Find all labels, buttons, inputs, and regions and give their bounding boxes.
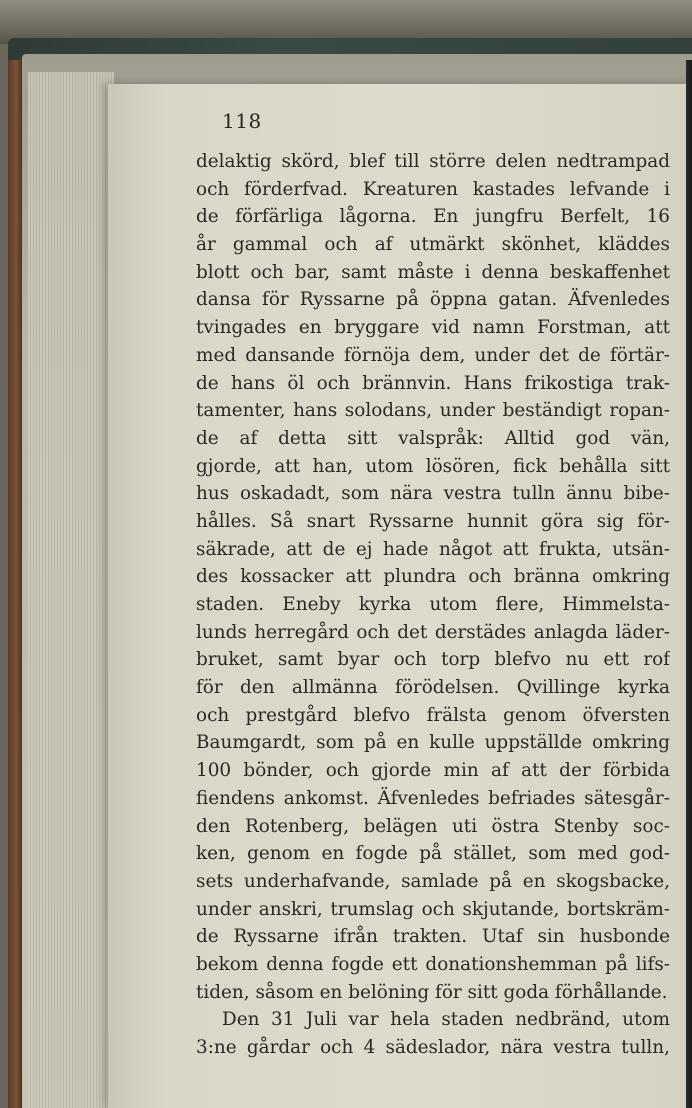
text-line: för den allmänna förödelsen. Qvillinge kyrka	[196, 677, 670, 699]
text-line: säkrade, att de ej hade något att frukta, utsän-	[196, 538, 670, 560]
text-line: Den 31 Juli var hela staden nedbränd, utom	[222, 1009, 670, 1031]
text-line: tamenter, hans solodans, under beständigt ropan-	[196, 400, 670, 422]
text-line: staden. Eneby kyrka utom flere, Himmelsta-	[196, 594, 670, 615]
text-line: och förderfvad. Kreaturen kastades lefvande i	[196, 178, 670, 200]
text-line: Baumgardt, som på en kulle uppställde omkring	[196, 732, 670, 754]
text-line: 3:ne gårdar och 4 sädeslador, nära vestra tulln,	[196, 1037, 670, 1058]
page-number: 118	[222, 109, 262, 133]
text-line: hus oskadadt, som nära vestra tulln ännu bibe-	[196, 483, 670, 505]
text-line: de Ryssarne ifrån trakten. Utaf sin husbonde	[196, 926, 670, 948]
text-line: hålles. Så snart Ryssarne hunnit göra sig för-	[196, 510, 670, 532]
text-line: de förfärliga lågorna. En jungfru Berfelt, 16	[196, 206, 670, 228]
text-line: bruket, samt byar och torp blefvo nu ett rof	[196, 649, 670, 671]
text-line: des kossacker att plundra och bränna omkring	[196, 566, 670, 588]
text-line: de hans öl och brännvin. Hans frikostiga trak-	[196, 372, 670, 394]
text-line: fiendens ankomst. Äfvenledes befriades sätesgår-	[196, 787, 670, 809]
book-spine-edge	[8, 60, 22, 1108]
page-text	[196, 148, 670, 1062]
text-line: ken, genom en fogde på stället, som med god-	[196, 843, 670, 865]
text-line: tiden, såsom en belöning för sitt goda förhållande.	[196, 981, 668, 1003]
text-line: under anskri, trumslag och skjutande, bortskräm-	[196, 898, 670, 920]
text-line: lunds herregård och det derstädes anlagda läder-	[196, 621, 670, 643]
text-line: gjorde, att han, utom lösören, fick behålla sitt	[196, 455, 670, 477]
text-line: bekom denna fogde ett donationshemman på lifs-	[196, 953, 670, 975]
book-cover-rim	[686, 60, 692, 1108]
text-line: och prestgård blefvo frälsta genom öfversten	[196, 704, 670, 726]
text-line: år gammal och af utmärkt skönhet, kläddes	[196, 234, 670, 256]
text-line: tvingades en bryggare vid namn Forstman, att	[196, 317, 670, 339]
text-line: sets underhafvande, samlade på en skogsbacke,	[196, 870, 670, 892]
text-line: de af detta sitt valspråk: Alltid god vän,	[196, 427, 670, 449]
text-line: dansa för Ryssarne på öppna gatan. Äfvenledes	[196, 289, 670, 311]
text-line: blott och bar, samt måste i denna beskaffenhet	[196, 261, 670, 283]
page-edges	[28, 72, 114, 1108]
text-line: den Rotenberg, belägen uti östra Stenby soc-	[196, 815, 670, 837]
text-line: med dansande förnöja dem, under det de förtär-	[196, 344, 670, 366]
text-line: delaktig skörd, blef till större delen nedtrampad	[196, 151, 670, 172]
text-line: 100 bönder, och gjorde min af att der förbida	[196, 760, 670, 782]
